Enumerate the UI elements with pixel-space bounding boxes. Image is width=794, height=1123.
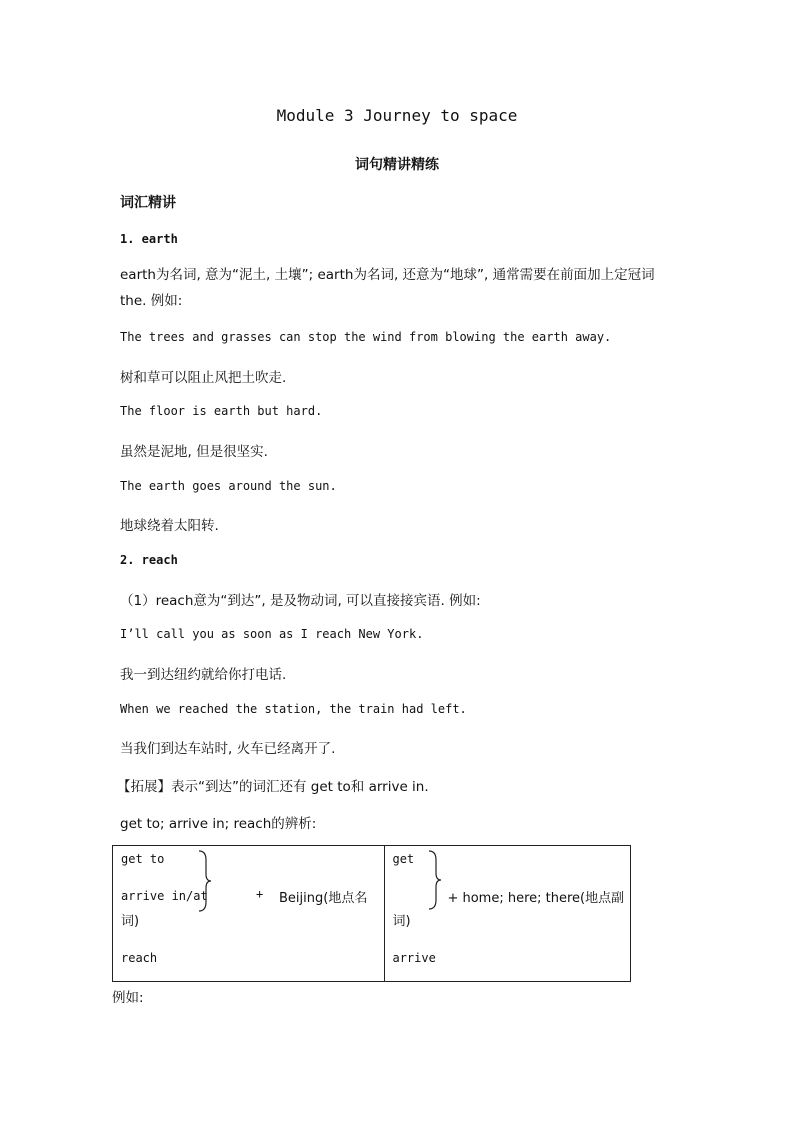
page-subtitle: 词句精讲精练 <box>355 157 439 173</box>
after-table-note: 例如: <box>112 990 144 1006</box>
example-zh: 我一到达纽约就给你打电话. <box>120 667 287 683</box>
example-en: The earth goes around the sun. <box>120 479 337 493</box>
earth-description: earth为名词, 意为“泥土, 土壤”; earth为名词, 还意为“地球”, 通常需要在前面加上定冠词 the. 例如: <box>120 267 655 309</box>
example-en: When we reached the station, the train had left. <box>120 702 467 716</box>
page-title: Module 3 Journey to space <box>276 106 518 125</box>
extend-note: 【拓展】表示“到达”的词汇还有 get to和 arrive in. <box>117 779 429 795</box>
example-zh: 当我们到达车站时, 火车已经离开了. <box>120 741 336 757</box>
object-note: 词) <box>121 914 140 929</box>
verb-reach: reach <box>121 951 158 965</box>
table-cell-left <box>113 846 385 982</box>
object-beijing: Beijing(地点名 <box>279 891 368 906</box>
example-zh: 地球绕着太阳转. <box>120 518 219 534</box>
reach-description: （1）reach意为“到达”, 是及物动词, 可以直接接宾语. 例如: <box>120 593 481 609</box>
example-zh: 树和草可以阻止风把土吹走. <box>120 370 287 386</box>
compare-intro: get to; arrive in; reach的辨析: <box>120 816 317 832</box>
verb-arrive-in-at: arrive in/at <box>121 889 208 903</box>
example-zh: 虽然是泥地, 但是很坚实. <box>120 444 268 460</box>
object-home-here-there: + home; here; there(地点副 <box>447 891 625 906</box>
right-brace-icon <box>427 850 443 910</box>
section-heading: 词汇精讲 <box>120 195 176 211</box>
comparison-table <box>112 845 631 982</box>
verb-arrive: arrive <box>392 951 436 965</box>
item-heading-earth: 1. earth <box>120 232 178 246</box>
example-en: The floor is earth but hard. <box>120 404 323 418</box>
plus-sign: + <box>256 887 264 901</box>
verb-get: get <box>392 852 415 866</box>
table-cell-right <box>385 846 631 982</box>
verb-get-to: get to <box>121 852 165 866</box>
item-heading-reach: 2. reach <box>120 553 178 567</box>
example-en: I’ll call you as soon as I reach New York. <box>120 627 424 641</box>
object-note: 词) <box>392 914 411 929</box>
example-en: The trees and grasses can stop the wind from blowing the earth away. <box>120 330 612 344</box>
